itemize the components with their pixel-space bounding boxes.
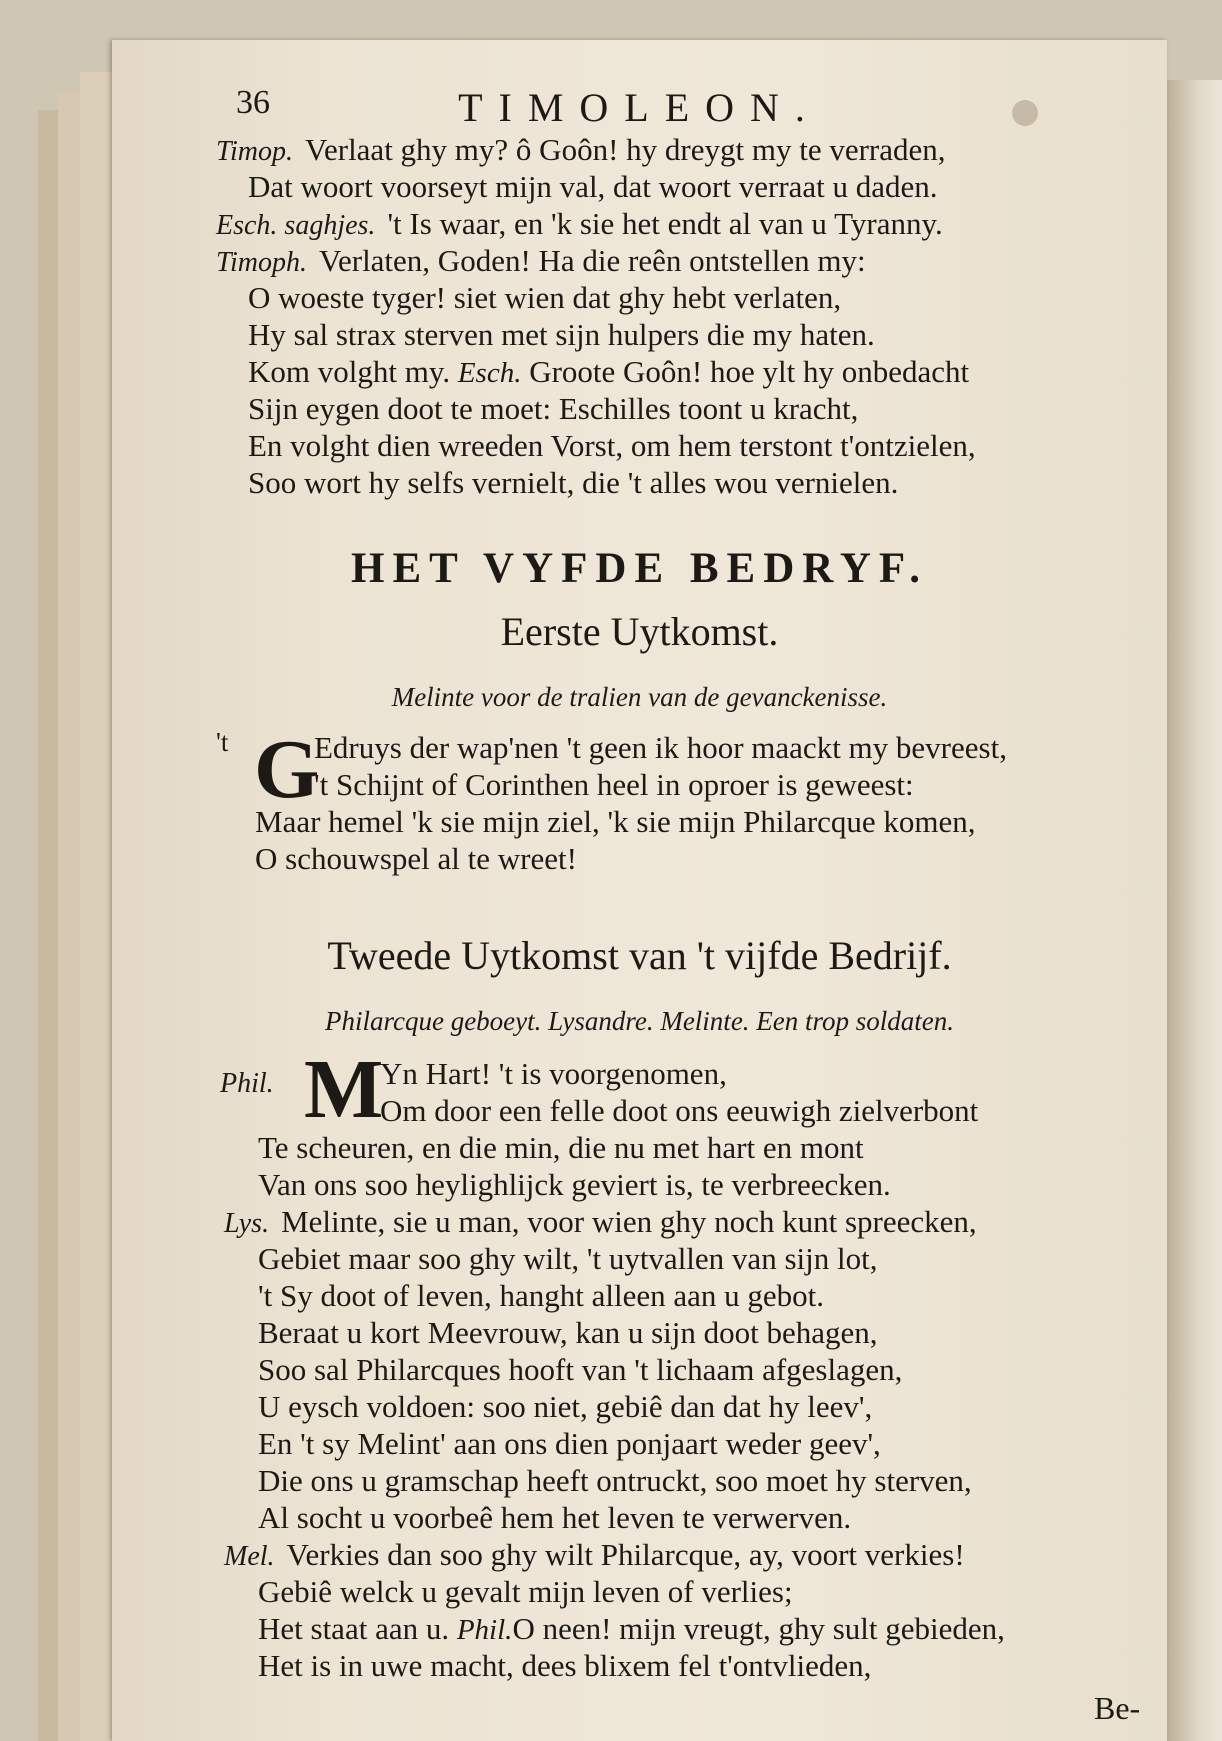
verse-line xyxy=(224,1204,977,1242)
verse-line: 't Schijnt of Corinthen heel in oproer is geweest: xyxy=(314,767,914,802)
verse-line xyxy=(248,169,938,205)
drop-cap: G xyxy=(254,723,320,816)
verse-line: En 't sy Melint' aan ons dien ponjaart weder geev', xyxy=(258,1426,881,1461)
verse-line xyxy=(216,243,866,281)
book-page xyxy=(112,40,1167,1741)
speaker-label: Esch. saghjes. xyxy=(216,210,376,241)
stage-direction: Melinte voor de tralien van de gevanckenisse. xyxy=(391,682,888,712)
verse-text: O woeste tyger! siet wien dat ghy hebt verlaten, xyxy=(248,280,842,315)
verse-line: O schouwspel al te wreet! xyxy=(255,841,577,876)
speaker-label: Mel. xyxy=(224,1541,275,1572)
verse-line xyxy=(216,206,943,244)
scene-heading: Eerste Uytkomst. xyxy=(500,609,779,654)
verse-line: Van ons soo heylighlijck geviert is, te verbreecken. xyxy=(258,1167,891,1202)
running-head xyxy=(112,84,1167,134)
verse-line xyxy=(220,1064,286,1102)
catchword: Be- xyxy=(1094,1690,1141,1726)
verse-line: Beraat u kort Meevrouw, kan u sijn doot behagen, xyxy=(258,1315,878,1350)
verse-text: Dat woort voorseyt mijn val, dat woort verraat u daden. xyxy=(248,169,938,204)
verse-text: Het staat aan u. xyxy=(258,1611,450,1646)
verse-text: Melinte, sie u man, voor wien ghy noch kunt spreecken, xyxy=(281,1204,977,1239)
verse-text: Verlaten, Goden! Ha die reên ontstellen my: xyxy=(319,243,866,278)
act-heading: HET VYFDE BEDRYF. xyxy=(351,545,928,592)
verse-text: Soo wort hy selfs vernielt, die 't alles wou vernielen. xyxy=(248,465,899,500)
verse-text: En volght dien wreeden Vorst, om hem terstont t'ontzielen, xyxy=(248,428,976,463)
verse-line xyxy=(258,1611,1005,1648)
verse-text: 't Is waar, en 'k sie het endt al van u Tyranny. xyxy=(387,206,943,241)
verse-line xyxy=(248,354,969,391)
speaker-label: Lys. xyxy=(224,1208,270,1239)
page-number: 36 xyxy=(236,84,270,121)
verse-line: 't Sy doot of leven, hanght alleen aan u gebot. xyxy=(258,1278,825,1313)
verse-line xyxy=(248,391,858,427)
scene-heading: Tweede Uytkomst van 't vijfde Bedrijf. xyxy=(327,933,952,978)
verse-line xyxy=(224,1537,965,1575)
facing-page-edge xyxy=(1164,80,1222,1741)
verse-text: Sijn eygen doot te moet: Eschilles toont u kracht, xyxy=(248,391,859,426)
verse-line: Gebiet maar soo ghy wilt, 't uytvallen van sijn lot, xyxy=(258,1241,878,1276)
speaker-label: Esch. xyxy=(457,357,522,389)
verse-line xyxy=(248,280,841,316)
verse-line xyxy=(248,317,875,353)
line-prefix: 't xyxy=(216,727,229,757)
verse-text: Verkies dan soo ghy wilt Philarcque, ay, voort verkies! xyxy=(286,1537,965,1572)
verse-line: Te scheuren, en die min, die nu met hart en mont xyxy=(258,1130,864,1165)
verse-line: Edruys der wap'nen 't geen ik hoor maackt my bevreest, xyxy=(314,730,1007,765)
verse-text: O neen! mijn vreugt, ghy sult gebieden, xyxy=(512,1611,1005,1646)
verse-line: Soo sal Philarcques hooft van 't lichaam afgeslagen, xyxy=(258,1352,903,1387)
verse-line xyxy=(248,465,898,501)
speaker-label: Phil. xyxy=(456,1614,513,1646)
speaker-label: Phil. xyxy=(220,1068,274,1099)
verse-text: Groote Goôn! hoe ylt hy onbedacht xyxy=(529,354,970,389)
speaker-label: Timoph. xyxy=(216,247,308,278)
verse-line xyxy=(216,132,946,170)
verse-text: Kom volght my. xyxy=(248,354,451,389)
verse-line: Gebiê welck u gevalt mijn leven of verlies; xyxy=(258,1574,793,1609)
verse-line: Die ons u gramschap heeft ontruckt, soo moet hy sterven, xyxy=(258,1463,972,1498)
verse-text: Hy sal strax sterven met sijn hulpers die my haten. xyxy=(248,317,875,352)
verse-line: U eysch voldoen: soo niet, gebiê dan dat hy leev', xyxy=(258,1389,873,1424)
verse-line: Yn Hart! 't is voorgenomen, xyxy=(380,1056,727,1091)
verse-line: Al socht u voorbeê hem het leven te verwerven. xyxy=(258,1500,852,1535)
verse-line: Om door een felle doot ons eeuwigh zielverbont xyxy=(380,1093,979,1128)
drop-cap: M xyxy=(304,1043,384,1136)
running-title: TIMOLEON. xyxy=(458,85,821,130)
stage-direction: Philarcque geboeyt. Lysandre. Melinte. Een trop soldaten. xyxy=(324,1006,955,1036)
verse-text: Verlaat ghy my? ô Goôn! hy dreygt my te verraden, xyxy=(305,132,946,167)
verse-line: Maar hemel 'k sie mijn ziel, 'k sie mijn Philarcque komen, xyxy=(255,804,976,839)
verse-line: Het is in uwe macht, dees blixem fel t'ontvlieden, xyxy=(258,1648,872,1683)
verse-line xyxy=(248,428,976,464)
speaker-label: Timop. xyxy=(216,136,294,167)
